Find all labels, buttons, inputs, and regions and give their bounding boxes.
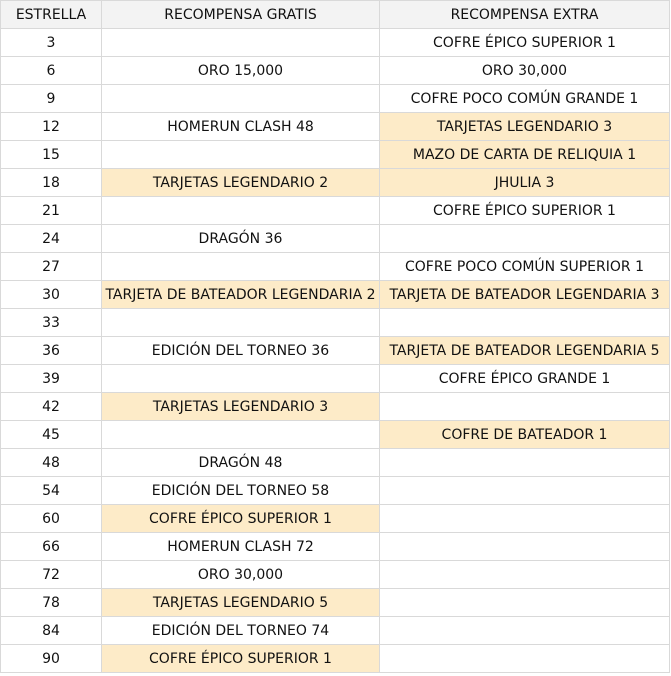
table-row bbox=[1, 533, 670, 561]
free-reward-cell bbox=[102, 197, 380, 225]
table-row bbox=[1, 169, 670, 197]
extra-reward-cell: COFRE ÉPICO SUPERIOR 1 bbox=[380, 29, 670, 57]
star-cell: 84 bbox=[1, 617, 102, 645]
extra-reward-cell: TARJETA DE BATEADOR LEGENDARIA 5 bbox=[380, 337, 670, 365]
free-reward-cell bbox=[102, 365, 380, 393]
star-cell: 18 bbox=[1, 169, 102, 197]
table-row bbox=[1, 477, 670, 505]
extra-reward-cell bbox=[380, 533, 670, 561]
star-cell: 3 bbox=[1, 29, 102, 57]
table-row bbox=[1, 617, 670, 645]
free-reward-cell: HOMERUN CLASH 72 bbox=[102, 533, 380, 561]
header-row bbox=[1, 1, 670, 29]
extra-reward-cell: MAZO DE CARTA DE RELIQUIA 1 bbox=[380, 141, 670, 169]
extra-reward-cell: COFRE POCO COMÚN GRANDE 1 bbox=[380, 85, 670, 113]
star-cell: 12 bbox=[1, 113, 102, 141]
star-cell: 36 bbox=[1, 337, 102, 365]
free-reward-cell: EDICIÓN DEL TORNEO 74 bbox=[102, 617, 380, 645]
free-reward-cell bbox=[102, 253, 380, 281]
free-reward-cell: TARJETAS LEGENDARIO 2 bbox=[102, 169, 380, 197]
extra-reward-cell bbox=[380, 309, 670, 337]
extra-reward-cell: TARJETAS LEGENDARIO 3 bbox=[380, 113, 670, 141]
table-row bbox=[1, 141, 670, 169]
star-cell: 21 bbox=[1, 197, 102, 225]
star-cell: 30 bbox=[1, 281, 102, 309]
table-row bbox=[1, 337, 670, 365]
table-row bbox=[1, 29, 670, 57]
table-row bbox=[1, 645, 670, 673]
table-row bbox=[1, 449, 670, 477]
extra-reward-cell: COFRE DE BATEADOR 1 bbox=[380, 421, 670, 449]
free-reward-cell: COFRE ÉPICO SUPERIOR 1 bbox=[102, 505, 380, 533]
extra-reward-cell: JHULIA 3 bbox=[380, 169, 670, 197]
free-reward-cell bbox=[102, 29, 380, 57]
extra-reward-cell bbox=[380, 617, 670, 645]
table-row bbox=[1, 225, 670, 253]
table-row bbox=[1, 421, 670, 449]
star-cell: 9 bbox=[1, 85, 102, 113]
table-row bbox=[1, 505, 670, 533]
star-cell: 42 bbox=[1, 393, 102, 421]
extra-reward-cell: COFRE ÉPICO SUPERIOR 1 bbox=[380, 197, 670, 225]
free-reward-cell: TARJETAS LEGENDARIO 5 bbox=[102, 589, 380, 617]
extra-reward-cell bbox=[380, 561, 670, 589]
free-reward-cell: TARJETAS LEGENDARIO 3 bbox=[102, 393, 380, 421]
extra-reward-cell: ORO 30,000 bbox=[380, 57, 670, 85]
star-cell: 33 bbox=[1, 309, 102, 337]
star-cell: 6 bbox=[1, 57, 102, 85]
star-cell: 78 bbox=[1, 589, 102, 617]
free-reward-cell bbox=[102, 309, 380, 337]
table-row bbox=[1, 589, 670, 617]
table-row bbox=[1, 197, 670, 225]
extra-reward-cell bbox=[380, 589, 670, 617]
table-row bbox=[1, 309, 670, 337]
extra-reward-cell: COFRE POCO COMÚN SUPERIOR 1 bbox=[380, 253, 670, 281]
free-reward-cell: EDICIÓN DEL TORNEO 58 bbox=[102, 477, 380, 505]
star-cell: 54 bbox=[1, 477, 102, 505]
star-cell: 39 bbox=[1, 365, 102, 393]
table-row bbox=[1, 253, 670, 281]
star-cell: 27 bbox=[1, 253, 102, 281]
free-reward-cell: DRAGÓN 48 bbox=[102, 449, 380, 477]
star-cell: 72 bbox=[1, 561, 102, 589]
star-cell: 15 bbox=[1, 141, 102, 169]
table-row bbox=[1, 85, 670, 113]
star-cell: 90 bbox=[1, 645, 102, 673]
extra-reward-cell: COFRE ÉPICO GRANDE 1 bbox=[380, 365, 670, 393]
star-cell: 60 bbox=[1, 505, 102, 533]
header-extra-reward: RECOMPENSA EXTRA bbox=[380, 1, 670, 29]
table-row bbox=[1, 393, 670, 421]
star-cell: 48 bbox=[1, 449, 102, 477]
free-reward-cell: TARJETA DE BATEADOR LEGENDARIA 2 bbox=[102, 281, 380, 309]
table-row bbox=[1, 561, 670, 589]
extra-reward-cell bbox=[380, 225, 670, 253]
free-reward-cell: ORO 15,000 bbox=[102, 57, 380, 85]
free-reward-cell bbox=[102, 421, 380, 449]
free-reward-cell: HOMERUN CLASH 48 bbox=[102, 113, 380, 141]
table-row bbox=[1, 281, 670, 309]
star-cell: 45 bbox=[1, 421, 102, 449]
table-row bbox=[1, 113, 670, 141]
header-star: ESTRELLA bbox=[1, 1, 102, 29]
extra-reward-cell bbox=[380, 449, 670, 477]
free-reward-cell bbox=[102, 85, 380, 113]
extra-reward-cell bbox=[380, 645, 670, 673]
table-row bbox=[1, 365, 670, 393]
free-reward-cell bbox=[102, 141, 380, 169]
header-free-reward: RECOMPENSA GRATIS bbox=[102, 1, 380, 29]
extra-reward-cell bbox=[380, 477, 670, 505]
star-cell: 24 bbox=[1, 225, 102, 253]
star-cell: 66 bbox=[1, 533, 102, 561]
free-reward-cell: EDICIÓN DEL TORNEO 36 bbox=[102, 337, 380, 365]
free-reward-cell: COFRE ÉPICO SUPERIOR 1 bbox=[102, 645, 380, 673]
extra-reward-cell bbox=[380, 393, 670, 421]
extra-reward-cell bbox=[380, 505, 670, 533]
table-row bbox=[1, 57, 670, 85]
extra-reward-cell: TARJETA DE BATEADOR LEGENDARIA 3 bbox=[380, 281, 670, 309]
free-reward-cell: DRAGÓN 36 bbox=[102, 225, 380, 253]
free-reward-cell: ORO 30,000 bbox=[102, 561, 380, 589]
